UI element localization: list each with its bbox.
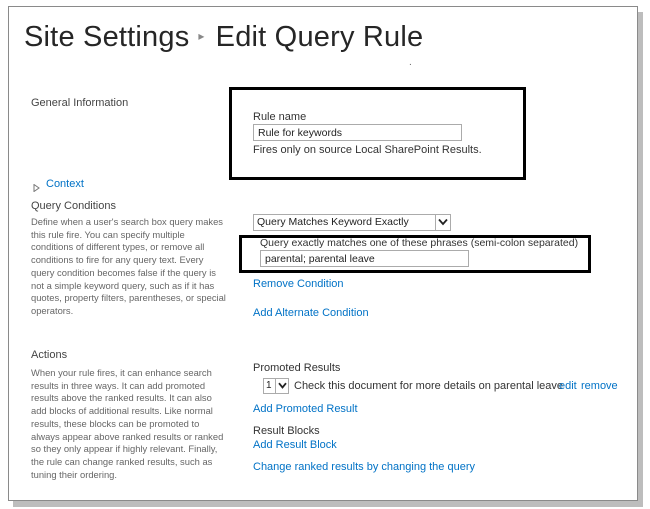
add-alternate-condition-link[interactable]: Add Alternate Condition (253, 307, 369, 319)
phrases-label: Query exactly matches one of these phrases (semi-colon separated) (260, 237, 579, 249)
breadcrumb-separator-icon: ▸ (198, 29, 205, 43)
result-blocks-heading: Result Blocks (253, 425, 320, 437)
condition-type-select[interactable] (253, 214, 451, 231)
promoted-result-item-text: Check this document for more details on parental leave (294, 380, 564, 392)
change-ranked-results-link[interactable]: Change ranked results by changing the query (253, 461, 475, 473)
promoted-order-select[interactable] (263, 378, 289, 394)
chevron-down-icon[interactable] (275, 379, 288, 393)
promoted-result-edit-link[interactable]: edit (559, 380, 577, 392)
query-conditions-description: Define when a user's search box query makes this rule fire. You can specify multiple conditions of different types, or remove all conditions to fire for any query text. Every query condition becomes false if the query is not a simple keyword query, such as if it has quotes, property filters, parentheses, or special operators. (31, 216, 226, 316)
rule-name-label: Rule name (253, 111, 307, 123)
promoted-results-heading: Promoted Results (253, 362, 341, 374)
promoted-result-remove-link[interactable]: remove (581, 380, 618, 392)
general-info-heading: General Information (31, 97, 129, 109)
stray-dot: . (409, 57, 412, 68)
phrases-input[interactable]: parental; parental leave (260, 250, 469, 267)
source-note: Fires only on source Local SharePoint Results. (253, 144, 482, 156)
actions-heading: Actions (31, 349, 68, 361)
chevron-down-icon[interactable] (435, 215, 450, 230)
page-title-text: Edit Query Rule (215, 21, 424, 53)
rule-name-input[interactable]: Rule for keywords (253, 124, 462, 141)
screenshot-frame (8, 6, 638, 501)
page-title (24, 21, 423, 54)
promoted-order-value: 1 (266, 380, 272, 391)
remove-condition-link[interactable]: Remove Condition (253, 278, 344, 290)
context-toggle-icon[interactable] (33, 179, 40, 197)
breadcrumb-site-settings[interactable]: Site Settings (24, 21, 190, 53)
condition-type-value: Query Matches Keyword Exactly (257, 216, 409, 228)
add-promoted-result-link[interactable]: Add Promoted Result (253, 403, 358, 415)
query-conditions-heading: Query Conditions (31, 200, 116, 212)
add-result-block-link[interactable]: Add Result Block (253, 439, 337, 451)
context-link[interactable]: Context (46, 178, 84, 190)
actions-description: When your rule fires, it can enhance search results in three ways. It can add promoted results above the ranked results. It can also add blocks of additional results. Like normal results, these blocks can be promoted to always appear above ranked results or ranked so they only appear if highly relevant. Finally, the rule can change ranked results, such as tuning their ordering. (31, 367, 224, 480)
